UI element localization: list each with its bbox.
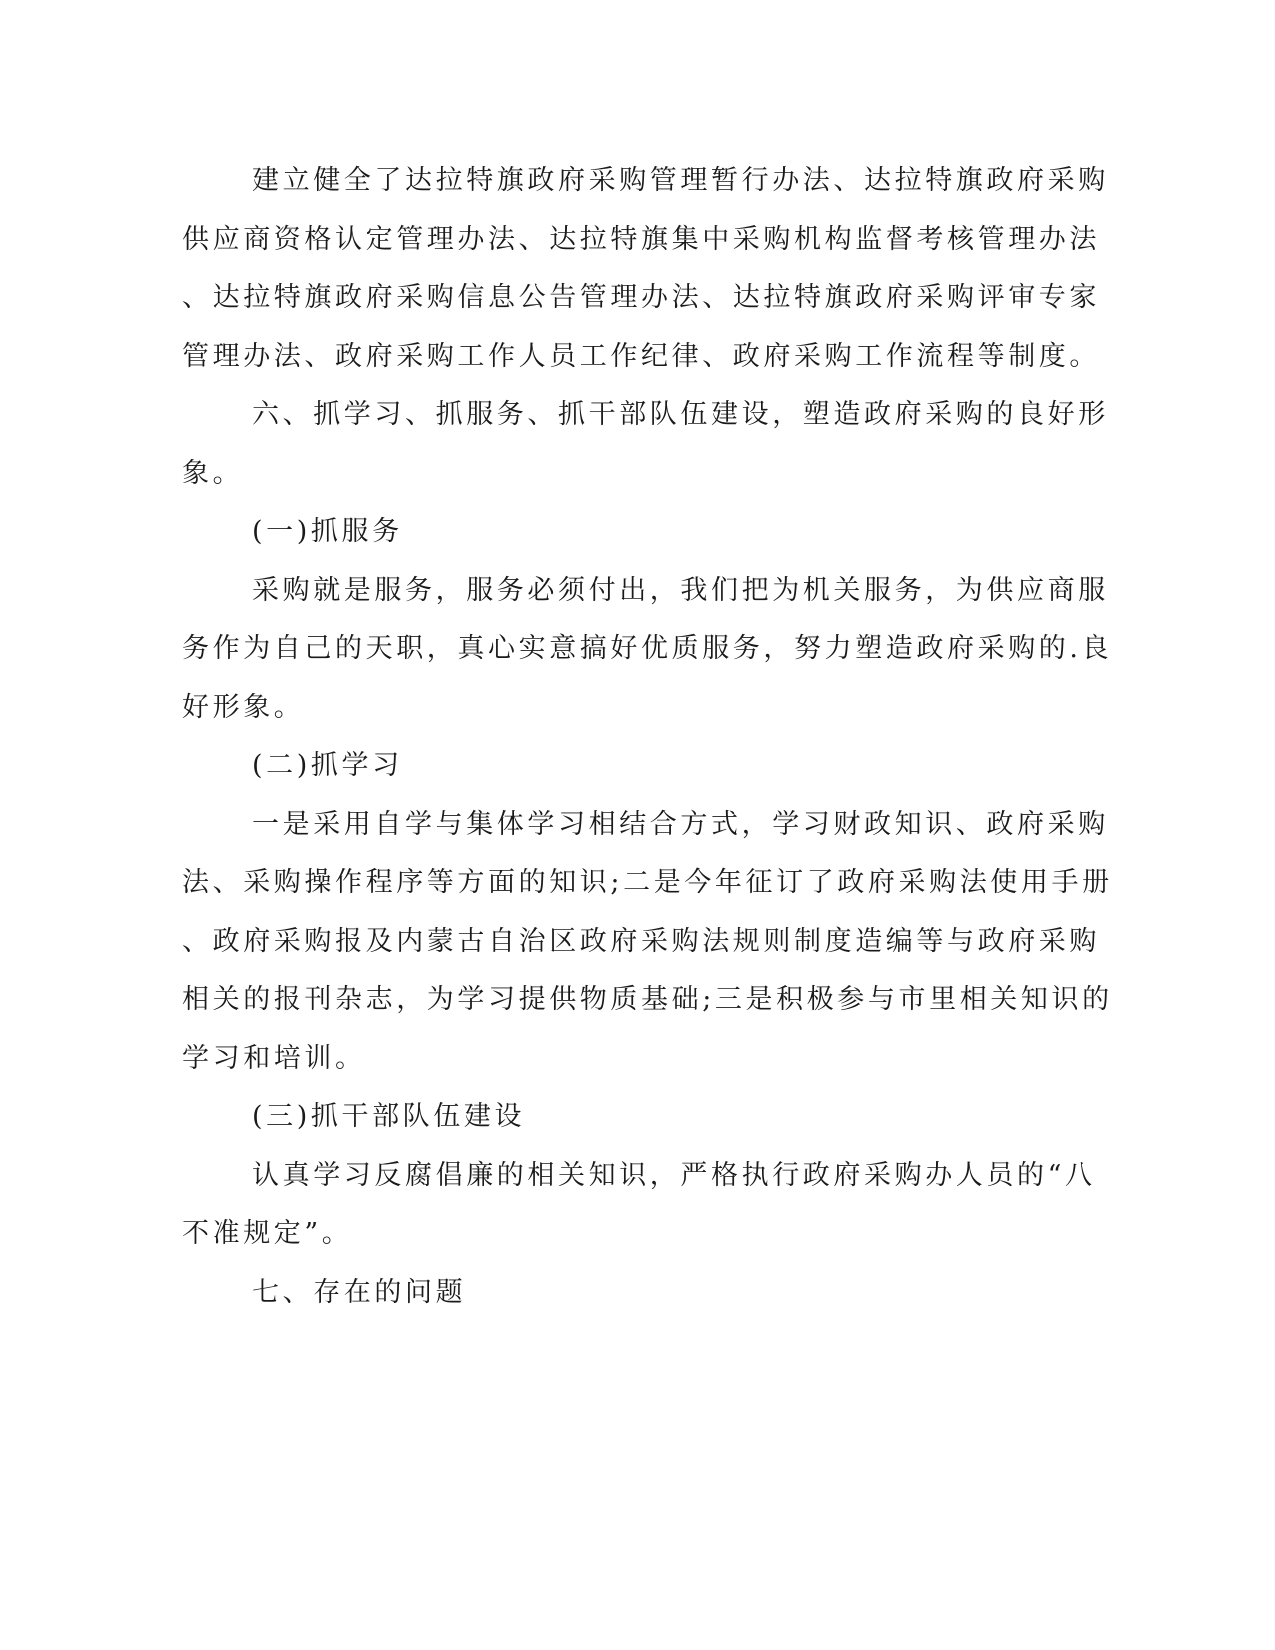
paragraph-line: 学习和培训。 — [182, 1042, 366, 1074]
paragraph-line: 认真学习反腐倡廉的相关知识，严格执行政府采购办人员的“八 — [252, 1159, 1096, 1191]
document-body — [182, 152, 1113, 1322]
section-heading-six-cont: 象。 — [182, 457, 244, 489]
paragraph-line: 务作为自己的天职，真心实意搞好优质服务，努力塑造政府采购的.良 — [182, 633, 1113, 664]
paragraph-line: 一是采用自学与集体学习相结合方式，学习财政知识、政府采购 — [252, 808, 1109, 840]
paragraph-line: 好形象。 — [182, 691, 305, 723]
subheading-study: (二)抓学习 — [252, 750, 403, 781]
paragraph-line: 建立健全了达拉特旗政府采购管理暂行办法、达拉特旗政府采购 — [252, 165, 1109, 196]
section-heading-six: 六、抓学习、抓服务、抓干部队伍建设，塑造政府采购的良好形 — [252, 399, 1109, 430]
paragraph-line: 采购就是服务，服务必须付出，我们把为机关服务，为供应商服 — [252, 574, 1109, 606]
subheading-cadre: (三)抓干部队伍建设 — [252, 1101, 526, 1132]
subheading-service: (一)抓服务 — [252, 516, 403, 547]
paragraph-line: 不准规定”。 — [182, 1218, 353, 1249]
paragraph-line: 供应商资格认定管理办法、达拉特旗集中采购机构监督考核管理办法 — [182, 223, 1100, 255]
paragraph-line: 法、采购操作程序等方面的知识;二是今年征订了政府采购法使用手册 — [182, 867, 1113, 898]
paragraph-line: 、达拉特旗政府采购信息公告管理办法、达拉特旗政府采购评审专家 — [182, 282, 1100, 313]
paragraph-line: 、政府采购报及内蒙古自治区政府采购法规则制度造编等与政府采购 — [182, 925, 1100, 957]
paragraph-line: 相关的报刊杂志，为学习提供物质基础;三是积极参与市里相关知识的 — [182, 984, 1113, 1015]
section-heading-seven: 七、存在的问题 — [252, 1276, 467, 1308]
paragraph-line: 管理办法、政府采购工作人员工作纪律、政府采购工作流程等制度。 — [182, 340, 1100, 372]
